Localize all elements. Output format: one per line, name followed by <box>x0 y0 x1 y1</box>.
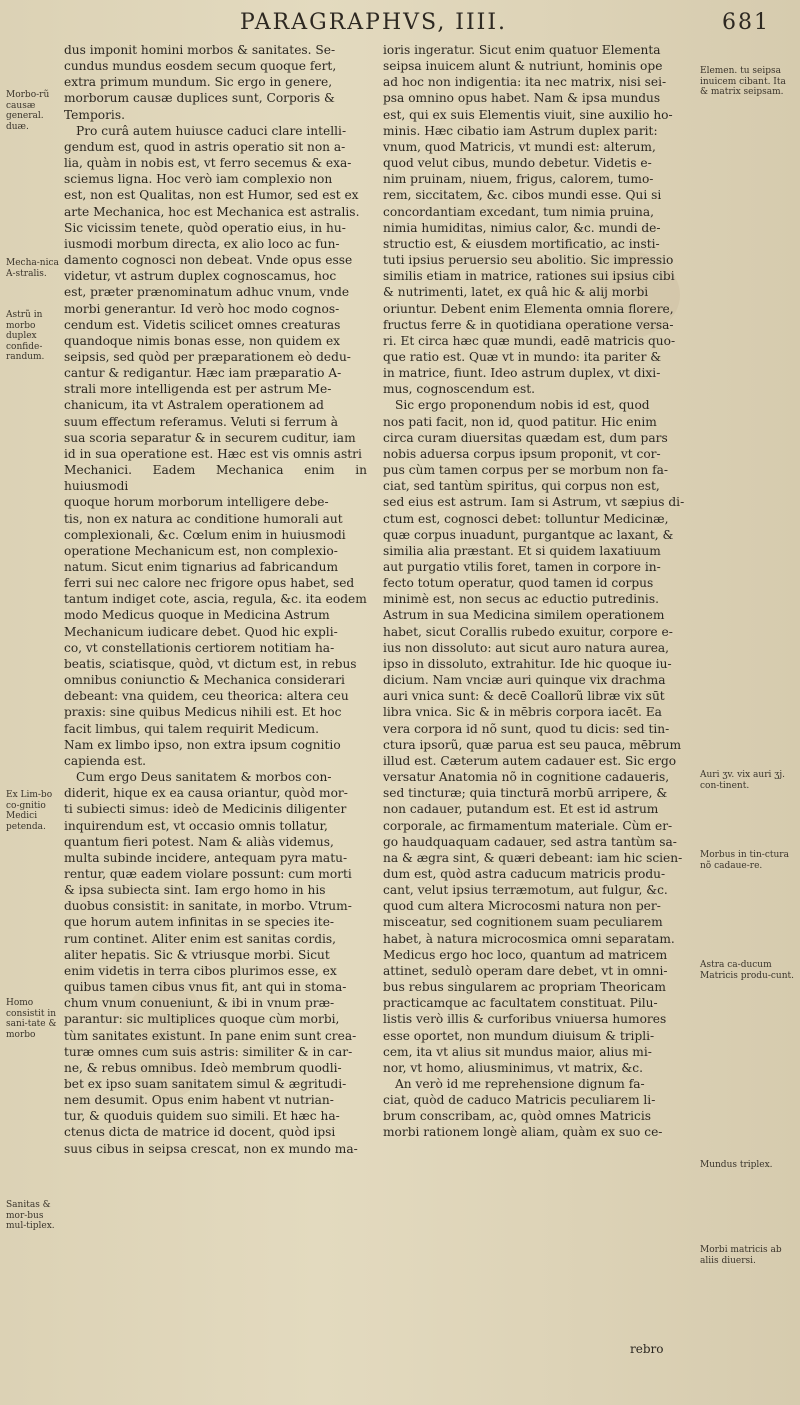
text-line: ciat, sed tantùm spiritus, qui corpus non est, <box>383 479 660 494</box>
text-line: ferri sui nec calore nec frigore opus habet, sed <box>64 576 355 591</box>
text-line: extra primum mundum. Sic ergo in genere, <box>64 75 333 90</box>
text-line: ti subiecti simus: ideò de Medicinis diligenter <box>64 802 347 817</box>
text-line: mus, cognoscendum est. <box>383 382 536 397</box>
text-line: nobis aduersa corpus ipsum proponit, vt cor- <box>383 446 661 461</box>
text-line: ad hoc non indigentia: ita nec matrix, nisi sei- <box>383 75 667 90</box>
text-line: suus cibus in seipsa crescat, non ex mundo ma- <box>64 1141 358 1156</box>
text-line: sed eius est astrum. Iam si Astrum, vt sæpius di- <box>383 495 685 510</box>
text-line: bet ex ipso suam sanitatem simul & ægritudi- <box>64 1077 347 1091</box>
text-line: & ipsa subiecta sint. Iam ergo homo in his <box>64 883 326 898</box>
text-line: diderit, hique ex ea causa oriantur, quòd mor- <box>64 786 348 801</box>
text-line: est, non est Qualitas, non est Humor, sed est ex <box>64 188 359 203</box>
text-line: rum continet. Aliter enim est sanitas cordis, <box>64 931 337 946</box>
text-line: Astrum in sua Medicina similem operationem <box>383 608 665 623</box>
text-line: Temporis. <box>64 107 125 122</box>
text-line: na & ægra sint, & quæri debeant: iam hic scien- <box>383 850 683 865</box>
text-line: practicamque ac facultatem constituat. Pilu- <box>383 996 658 1011</box>
text-line: cundus mundus eosdem secum quoque fert, <box>64 59 337 74</box>
catchword: rebro <box>630 1342 664 1356</box>
running-title: PARAGRAPHVS, IIII. <box>240 10 508 35</box>
margin-note: Sanitas & mor-bus mul-tiplex. <box>6 1200 55 1231</box>
text-line: ri. Et circa hæc quæ mundi, eadē matricis quo- <box>383 333 676 348</box>
margin-note: Auri ʒv. vix auri ʒj. con-tinent. <box>700 770 785 791</box>
text-line: ciat, quòd de caduco Matricis peculiarem li- <box>383 1093 656 1108</box>
text-line: facit limbus, qui talem requirit Medicum. <box>64 721 319 736</box>
text-line: in matrice, fiunt. Ideo astrum duplex, vt dixi- <box>383 366 661 381</box>
text-line: minis. Hæc cibatio iam Astrum duplex parit: <box>383 123 658 138</box>
text-line: omnibus coniunctio & Mechanica considerari <box>64 673 345 688</box>
text-line: morbi rationem longè aliam, quàm ex suo ce- <box>383 1125 663 1140</box>
margin-note: Ex Lim-bo co-gnitio Medici petenda. <box>6 790 53 832</box>
text-line: est, præter prænominatum adhuc vnum, vnde <box>64 285 350 300</box>
text-line: capienda est. <box>64 753 147 768</box>
text-line: nor, vt homo, aliusminimus, vt matrix, &c. <box>383 1060 643 1075</box>
text-line: quandoque nimis bonas esse, non quidem ex <box>64 333 341 348</box>
text-line: & nutrimenti, latet, ex quâ hic & alij morbi <box>383 285 649 300</box>
text-line: ius non dissoluto: aut sicut auro natura aurea, <box>383 640 670 655</box>
text-line: listis verò illis & curforibus vniuersa humores <box>383 1012 667 1027</box>
text-line: modo Medicus quoque in Medicina Astrum <box>64 608 330 623</box>
text-line: nim pruinam, niuem, frigus, calorem, tumo- <box>383 172 654 187</box>
page-number: 681 <box>722 10 770 35</box>
text-line: duobus consistit: in sanitate, in morbo. Vtrum- <box>64 899 352 914</box>
text-line: habet, sicut Corallis rubedo exuitur, corpore e- <box>383 624 673 639</box>
text-line: nos pati facit, non id, quod patitur. Hic enim <box>383 414 657 429</box>
text-line: nem desumit. Opus enim habent vt nutrian- <box>64 1093 334 1108</box>
text-line: brum conscribam, ac, quòd omnes Matricis <box>383 1109 652 1124</box>
text-line: dicium. Nam vnciæ auri quinque vix drachma <box>383 673 666 688</box>
text-line: ctenus dicta de matrice id docent, quòd ipsi <box>64 1125 336 1140</box>
text-line: pus cùm tamen corpus per se morbum non fa- <box>383 463 668 478</box>
text-line: ipso in dissoluto, extrahitur. Ide hic quoque iu- <box>383 656 672 671</box>
text-line: complexionali, &c. Cœlum enim in huiusmodi <box>64 527 346 542</box>
text-line: minimè est, non secus ac eductio putredinis. <box>383 592 659 607</box>
text-line: versatur Anatomia nõ in cognitione cadaueris, <box>383 770 670 785</box>
text-line: fructus ferre & in quotidiana operatione versa- <box>383 317 674 332</box>
text-line: id in sua operatione est. Hæc est vis omnis astri <box>64 446 362 461</box>
text-line: damento cognosci non debeat. Vnde opus esse <box>64 253 353 268</box>
text-line: sciemus ligna. Hoc verò iam complexio non <box>64 172 333 187</box>
margin-note: Mecha-nica A-stralis. <box>6 258 59 279</box>
text-line: morborum causæ duplices sunt, Corporis & <box>64 91 335 106</box>
text-line: quæ corpus inuadunt, purgantque ac laxant, & <box>383 527 674 542</box>
text-line: aut purgatio vtilis foret, tamen in corpore in- <box>383 560 661 574</box>
margin-note: Mundus triplex. <box>700 1160 773 1170</box>
text-line: operatione Mechanicum est, non complexio- <box>64 543 338 558</box>
text-line: iusmodi morbum directa, ex alio loco ac fun- <box>64 236 340 251</box>
text-line: esse oportet, non mundum diuisum & tripli- <box>383 1028 655 1043</box>
text-line: beatis, sciatisque, quòd, vt dictum est, in rebus <box>64 656 357 671</box>
text-line: auri vnica sunt: & decē Coallorũ libræ vix sūt <box>383 689 665 704</box>
margin-note: Morbi matricis ab aliis diuersi. <box>700 1245 782 1266</box>
text-line: quod cum altera Microcosmi natura non per- <box>383 899 661 914</box>
text-line: ne, & rebus omnibus. Ideò membrum quodli- <box>64 1060 342 1075</box>
text-line: Medicus ergo hoc loco, quantum ad matricem <box>383 947 668 962</box>
text-line: similia alia præstant. Et si quidem laxatiuum <box>383 543 661 558</box>
text-line: ctum est, cognosci debet: tolluntur Medicinæ, <box>383 511 669 526</box>
text-line: concordantiam excedant, tum nimia pruina, <box>383 204 654 219</box>
text-line: sed tincturæ; quia tincturā morbū arripere, & <box>383 786 668 801</box>
text-line: gendum est, quod in astris operatio sit non a- <box>64 139 346 154</box>
text-line: similis etiam in matrice, rationes sui ipsius cibi <box>383 269 675 284</box>
text-line: quantum fieri potest. Nam & aliàs videmus, <box>64 834 334 849</box>
text-line: natum. Sicut enim tignarius ad fabricandum <box>64 560 339 574</box>
text-line: quoque horum morborum intelligere debe- <box>64 495 329 510</box>
margin-note: Elemen. tu seipsa inuicem cibant. Ita & matrix seipsam. <box>700 66 786 97</box>
text-line: praxis: sine quibus Medicus nihili est. Et hoc <box>64 705 342 720</box>
text-line: cendum est. Videtis scilicet omnes creaturas <box>64 317 341 332</box>
text-line: multa subinde incidere, antequam pyra matu- <box>64 850 348 865</box>
text-line: lia, quàm in nobis est, vt ferro secemus & exa- <box>64 156 352 171</box>
text-line: parantur: sic multiplices quoque cùm morbi, <box>64 1012 340 1027</box>
text-line: non cadauer, putandum est. Et est id astrum <box>383 802 659 817</box>
text-line: illud est. Cæterum autem cadauer est. Sic ergo <box>383 753 677 768</box>
text-line: fecto totum operatur, quod tamen id corpus <box>383 576 654 591</box>
text-line: Pro curâ autem huiusce caduci clare intelli- <box>76 123 347 138</box>
text-line: que horum autem infinitas in se species ite- <box>64 915 335 930</box>
text-line: dum est, quòd astra caducum matricis produ- <box>383 866 666 881</box>
text-line: An verò id me reprehensione dignum fa- <box>395 1077 645 1091</box>
text-line: chum vnum conueniunt, & ibi in vnum præ- <box>64 996 335 1011</box>
text-line: tantum indiget cote, ascia, regula, &c. ita eodem <box>64 592 367 607</box>
text-line: seipsa inuicem alunt & nutriunt, hominis ope <box>383 59 663 74</box>
text-line: tur, & quoduis quidem suo simili. Et hæc ha- <box>64 1109 340 1124</box>
text-line: que ratio est. Quæ vt in mundo: ita pariter & <box>383 349 662 364</box>
text-line: nimia humiditas, nimius calor, &c. mundi de- <box>383 220 661 235</box>
text-line: circa curam diuersitas quædam est, dum pars <box>383 430 668 445</box>
text-line: ioris ingeratur. Sicut enim quatuor Elementa <box>383 43 661 57</box>
text-line: quibus tamen cibus vnus fit, ant qui in stoma- <box>64 980 347 995</box>
text-line: dus imponit homini morbos & sanitates. Se- <box>64 43 336 57</box>
text-line: corporale, ac firmamentum materiale. Cùm er- <box>383 818 673 833</box>
text-line: aliter hepatis. Sic & vtriusque morbi. Sicut <box>64 947 330 962</box>
margin-note: Homo consistit in sani-tate & morbo <box>6 998 57 1040</box>
text-line: debeant: vna quidem, ceu theorica: altera ceu <box>64 689 349 704</box>
text-line: bus rebus singularem ac propriam Theoricam <box>383 980 666 995</box>
text-line: habet, à natura microcosmica omni separatam. <box>383 931 675 946</box>
right-text-column <box>383 42 694 1141</box>
text-line: misceatur, sed cognitionem suam peculiarem <box>383 915 663 930</box>
text-line: ctura ipsorũ, quæ parua est seu pauca, mēbrum <box>383 737 682 752</box>
text-line: vnum, quod Matricis, vt mundi est: alterum, <box>383 139 656 154</box>
text-line: inquirendum est, vt occasio omnis tollatur, <box>64 818 328 833</box>
text-line: strali more intelligenda est per astrum Me- <box>64 382 332 397</box>
left-text-column <box>64 42 367 1157</box>
text-line: Mechanicum iudicare debet. Quod hic expli- <box>64 624 338 639</box>
margin-note: Morbus in tin-ctura nõ cadaue-re. <box>700 850 789 871</box>
text-line: tuti ipsius peruersio seu abolitio. Sic impressio <box>383 253 674 268</box>
margin-note: Astra ca-ducum Matricis produ-cunt. <box>700 960 794 981</box>
text-line: seipsis, sed quòd per præparationem eò dedu- <box>64 349 351 364</box>
text-line: Nam ex limbo ipso, non extra ipsum cognitio <box>64 737 341 752</box>
text-line: rem, siccitatem, &c. cibos mundi esse. Qui si <box>383 188 662 203</box>
margin-note: Astrũ in morbo duplex confide-randum. <box>6 310 45 362</box>
text-line: co, vt constellationis certiorem notitiam ha- <box>64 640 335 655</box>
text-line: chanicum, ita vt Astralem operationem ad <box>64 398 324 413</box>
text-line: est, qui ex suis Elementis viuit, sine auxilio ho- <box>383 107 673 122</box>
text-line: arte Mechanica, hoc est Mechanica est astralis. <box>64 204 360 219</box>
margin-note: Morbo-rũ causæ general. duæ. <box>6 90 50 132</box>
text-line: attinet, sedulò operam dare debet, vt in omni- <box>383 963 668 978</box>
text-line: turæ omnes cum suis astris: similiter & in car- <box>64 1044 353 1059</box>
text-line: quod velut cibus, mundo debetur. Videtis e- <box>383 156 652 171</box>
text-line: videtur, vt astrum duplex cognoscamus, hoc <box>64 269 337 284</box>
text-line: Cum ergo Deus sanitatem & morbos con- <box>76 770 332 785</box>
text-line: rentur, quæ eadem violare possunt: cum morti <box>64 866 352 881</box>
text-line: go haudquaquam cadauer, sed astra tantùm sa- <box>383 834 677 849</box>
text-line: cem, ita vt alius sit mundus maior, alius mi- <box>383 1044 652 1059</box>
text-line: psa omnino opus habet. Nam & ipsa mundus <box>383 91 661 106</box>
text-line: suum effectum referamus. Veluti si ferrum à <box>64 414 338 429</box>
text-line: tis, non ex natura ac conditione humorali aut <box>64 511 343 526</box>
running-header <box>150 10 790 40</box>
text-line: oriuntur. Debent enim Elementa omnia florere, <box>383 301 674 316</box>
text-line: Mechanici. Eadem Mechanica enim in huiusmodi <box>64 463 367 494</box>
text-line: Sic vicissim tenete, quòd operatio eius, in hu- <box>64 220 346 235</box>
text-line: libra vnica. Sic & in mēbris corpora iacēt. Ea <box>383 705 662 720</box>
text-line: structio est, & eiusdem mortificatio, ac insti- <box>383 236 660 251</box>
text-line: cantur & redigantur. Hæc iam præparatio A- <box>64 366 342 381</box>
text-line: sua scoria separatur & in securem cuditur, iam <box>64 430 356 445</box>
text-line: enim videtis in terra cibos plurimos esse, ex <box>64 963 337 978</box>
text-line: vera corpora id nõ sunt, quod tu dicis: sed tin- <box>383 721 670 736</box>
text-line: tùm sanitates existunt. In pane enim sunt crea- <box>64 1028 357 1043</box>
text-line: Sic ergo proponendum nobis id est, quod <box>395 398 650 413</box>
text-line: cant, velut ipsius terræmotum, aut fulgur, &c. <box>383 883 668 898</box>
text-line: morbi generantur. Id verò hoc modo cognos- <box>64 301 340 316</box>
